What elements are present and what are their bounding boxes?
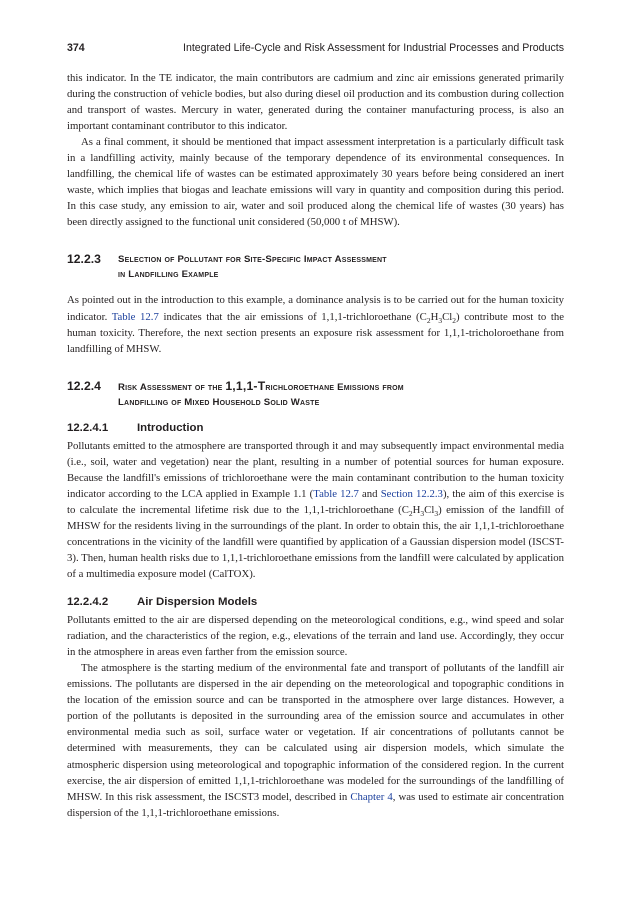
document-page — [67, 40, 564, 821]
subsection-title: Air Dispersion Models — [137, 596, 258, 609]
section-title — [118, 379, 404, 410]
paragraph-dominance-analysis — [67, 292, 564, 356]
section-title-part: 1,1,1-T — [225, 378, 266, 393]
text-run: and — [358, 487, 381, 500]
subscript: 2 — [452, 315, 456, 325]
section-title-part: richloroethane Emissions from — [265, 381, 404, 393]
text-run: Cl — [424, 503, 435, 516]
section-title-line1: Selection of Pollutant for Site-Specific Impact Assessment — [118, 254, 387, 266]
subsection-heading-12-2-4-2 — [67, 594, 564, 610]
text-run: Cl — [442, 310, 453, 323]
paragraph-introduction — [67, 438, 564, 582]
paragraph-air-dispersion: Pollutants emitted to the air are dispersed depending on the meteorological conditions, e.g., wind speed and solar radiation, and the characteristics of the region, e.g., elevations of the terrain and land use. Accordingly, they occur in the atmosphere in areas even farther from the emission source. — [67, 614, 564, 659]
subscript: 3 — [434, 508, 439, 518]
paragraph-te-indicator: this indicator. In the TE indicator, the main contributors are cadmium and zinc air emissions generated primarily during the construction of vehicle bodies, but also during diesel oil production and its combustion during collection and transport of wastes. Mercury in water, generated during the container manufacturing process, is also an important contaminant contributor to this indicator. — [67, 72, 564, 133]
link-chapter-4[interactable]: Chapter 4 — [350, 790, 393, 803]
text-run: Pollutants emitted to the atmosphere are transported through it and may subsequently impact environmental media (i.e., soil, water and vegetation) near the plant, resulting in a number of potential sources for human exposure. Because the landfill's emissions of trichloroethane were the main contaminant contribution to the human toxicity indicator according to the LCA applied in Example 1.1 ( — [67, 439, 564, 500]
link-section-12-2-3[interactable]: Section 12.2.3 — [380, 487, 443, 500]
subsection-title: Introduction — [137, 421, 204, 434]
subscript: 3 — [420, 508, 425, 518]
subsection-number: 12.2.4.2 — [67, 596, 109, 609]
section-title-line2: in Landfilling Example — [118, 269, 219, 281]
text-run: indicates that the air emissions of 1,1,1-trichloroethane (C — [158, 310, 427, 323]
section-title — [118, 252, 387, 282]
link-table-12-7[interactable]: Table 12.7 — [111, 310, 159, 323]
paragraph-atmosphere — [67, 660, 564, 820]
subsection-heading-12-2-4-1 — [67, 420, 564, 436]
section-heading-12-2-3 — [67, 252, 564, 282]
running-title: Integrated Life-Cycle and Risk Assessment for Industrial Processes and Products — [183, 42, 564, 54]
link-table-12-7[interactable]: Table 12.7 — [313, 487, 359, 500]
text-run: The atmosphere is the starting medium of the environmental fate and transport of pollutants of the landfill air emissions. The pollutants are dispersed in the air depending on the meteorological and topographic conditions in the location of the emission source and can be transported in the atmosphere over large distances. However, a portion of the pollutants is deposited in the surrounding area of the emission source and accumulates in other environmental media such as soil, surface water or vegetation. If air concentrations of pollutants cannot be determined with measurements, they can be calculated using air dispersion models, which simulate the atmospheric dispersion using meteorological and topographic information of the considered region. In the current exercise, the air dispersion of emitted 1,1,1-trichloroethane was modeled for the surroundings of the landfilling of MHSW. In this risk assessment, the ISCST3 model, described in — [67, 662, 564, 803]
section-number: 12.2.4 — [67, 378, 101, 393]
subsection-number: 12.2.4.1 — [67, 421, 109, 434]
paragraph-final-comment: As a final comment, it should be mentioned that impact assessment interpretation is a particularly difficult task in a landfilling activity, mainly because of the temporary dependence of its environmental consequences. In landfilling, the chemical life of wastes can be estimated approximately 30 years before being considered an inert waste, which implies that biogas and leachate emissions will vary in quantity and composition during this period. In this case study, any emission to air, water and soil produced along the chemical life of wastes (30 years) has been directly assigned to the functional unit considered (50,000 t of MHSW). — [67, 136, 564, 229]
section-title-part: Risk Assessment of the — [118, 381, 226, 393]
text-run: H — [412, 503, 421, 516]
subscript: 2 — [426, 315, 431, 325]
page-number: 374 — [67, 42, 85, 54]
subscript: 3 — [438, 315, 443, 325]
running-header — [67, 40, 564, 70]
text-run: , was used to estimate air concentration dispersion of the 1,1,1-trichloroethane emissions. — [67, 790, 565, 819]
text-run: H — [430, 310, 439, 323]
text-run: As pointed out in the introduction to this example, a dominance analysis is to be carried out for the human toxicity indicator. — [67, 294, 564, 323]
subscript: 2 — [408, 508, 413, 518]
section-heading-12-2-4 — [67, 379, 564, 410]
section-title-line2: Landfilling of Mixed Household Solid Waste — [118, 396, 320, 408]
text-run: ) emission of the landfill of MHSW for the residents living in the surroundings of the plant. In order to obtain this, the air 1,1,1-trichloroethane concentrations in the vicinity of the landfill were quantified by application of a Gaussian dispersion model (ISCST-3). Then, human health risks due to 1,1,1-trichloroethane emissions from the landfill were calculated by application of a multimedia exposure model (CalTOX). — [67, 503, 564, 581]
section-number: 12.2.3 — [67, 252, 101, 267]
text-run: ), the aim of this exercise is to calculate the incremental lifetime risk due to the 1,1,1-trichloroethane (C — [67, 487, 565, 516]
text-run: ) contribute most to the human toxicity. Therefore, the next section presents an exposure risk assessment for 1,1,1-tricholoroethane from landfilling of MHSW. — [67, 310, 564, 355]
